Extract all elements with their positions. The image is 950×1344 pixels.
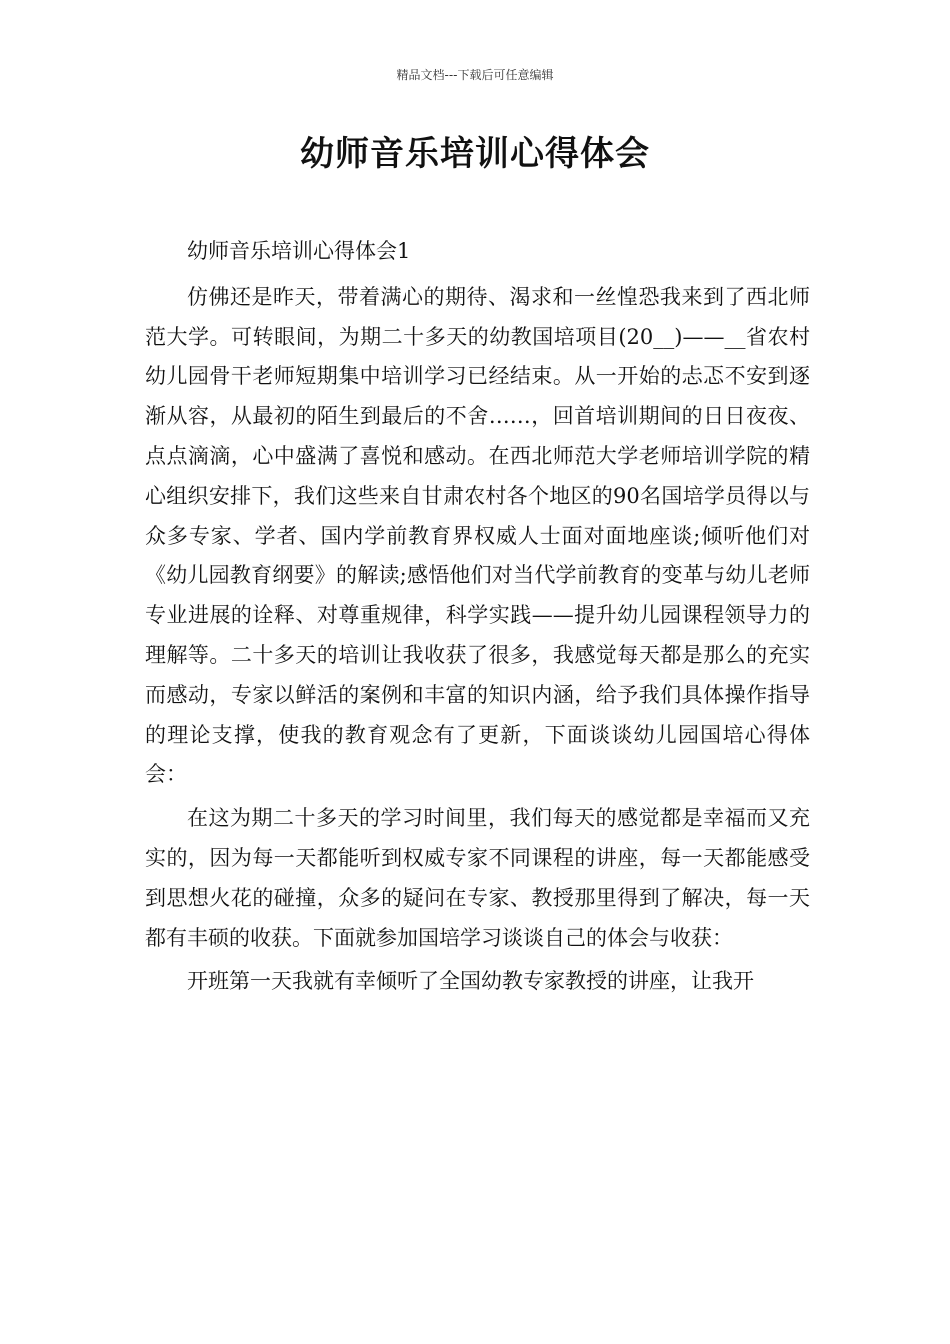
body-paragraph-1: 仿佛还是昨天，带着满心的期待、渴求和一丝惶恐我来到了西北师范大学。可转眼间，为期二十多天的幼教国培项目(20__)——__省农村幼儿园骨干老师短期集中培训学习已经结束。从一开始的忐忑不安到逐渐从容，从最初的陌生到最后的不舍……，回首培训期间的日日夜夜、点点滴滴，心中盛满了喜悦和感动。在西北师范大学老师培训学院的精心组织安排下，我们这些来自甘肃农村各个地区的90名国培学员得以与众多专家、学者、国内学前教育界权威人士面对面地座谈;倾听他们对《幼儿园教育纲要》的解读;感悟他们对当代学前教育的变革与幼儿老师专业进展的诠释、对尊重规律，科学实践——提升幼儿园课程领导力的理解等。二十多天的培训让我收获了很多，我感觉每天都是那么的充实而感动，专家以鲜活的案例和丰富的知识内涵，给予我们具体操作指导的理论支撑，使我的教育观念有了更新，下面谈谈幼儿园国培心得体会： <box>145 284 810 787</box>
body-paragraph-2: 在这为期二十多天的学习时间里，我们每天的感觉都是幸福而又充实的，因为每一天都能听到权威专家不同课程的讲座，每一天都能感受到思想火花的碰撞，众多的疑问在专家、教授那里得到了解决，每一天都有丰硕的收获。下面就参加国培学习谈谈自己的体会与收获： <box>145 806 810 950</box>
document-title: 幼师音乐培训心得体会 <box>300 134 650 174</box>
document-body <box>145 232 810 1002</box>
section-heading: 幼师音乐培训心得体会1 <box>187 239 411 263</box>
body-paragraph-3: 开班第一天我就有幸倾听了全国幼教专家教授的讲座，让我开 <box>187 969 754 994</box>
page-header-note: 精品文档---下载后可任意编辑 <box>396 68 554 82</box>
